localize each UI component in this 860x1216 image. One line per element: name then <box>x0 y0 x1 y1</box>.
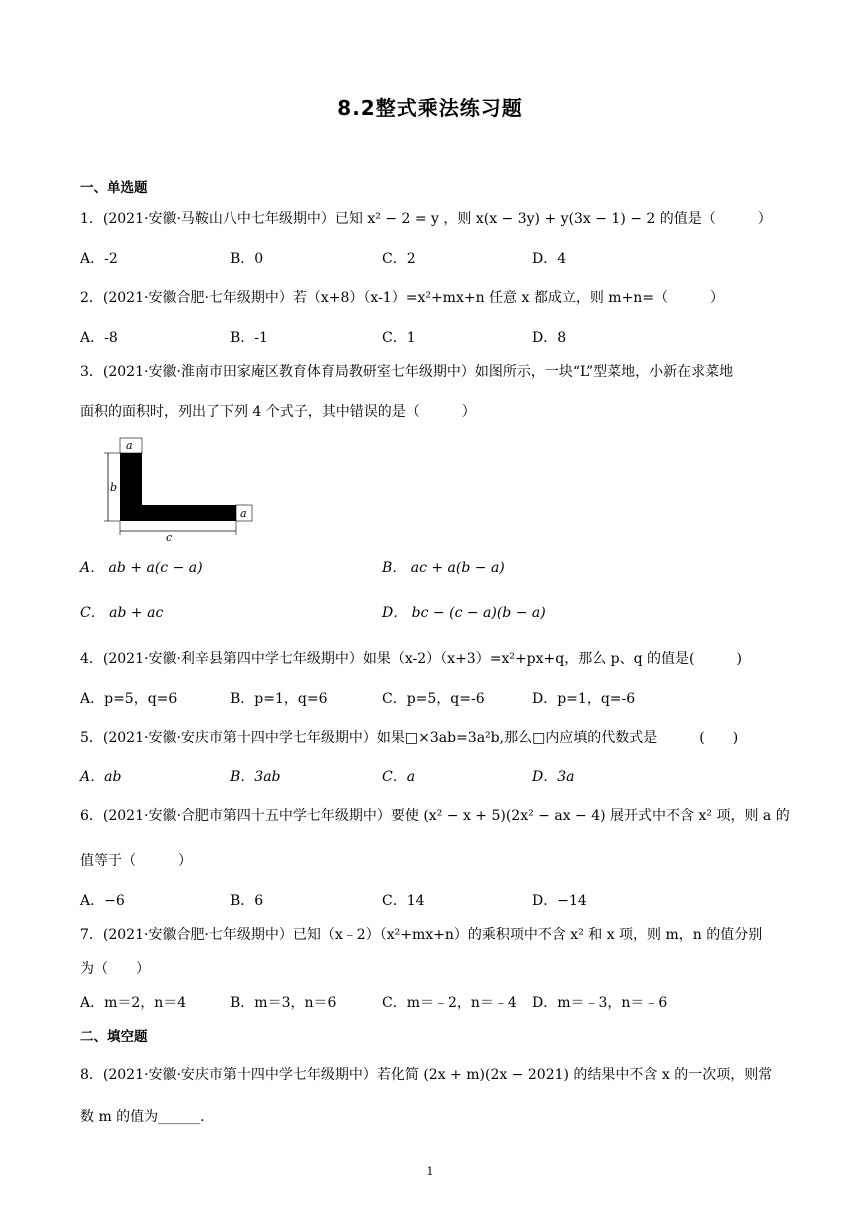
l-shaped-field-figure <box>96 433 256 543</box>
question-3-options-row2 <box>80 602 780 622</box>
question-7-options <box>80 992 780 1012</box>
section-fill-in: 二、填空题 <box>80 1029 148 1045</box>
option-d: D． bc − (c − a)(b − a) <box>382 605 546 621</box>
option-d: D．m＝﹣3，n＝﹣6 <box>532 995 668 1011</box>
option-a: A．ab <box>80 769 122 785</box>
question-6-stem-line2: 值等于（ ） <box>80 853 192 869</box>
question-1-stem: 1．(2021·安徽·马鞍山八中七年级期中）已知 x² − 2 = y ，则 x(x − 3y) + y(3x − 1) − 2 的值是（ ） <box>80 211 772 227</box>
label-b: b <box>110 481 118 494</box>
page-number: 1 <box>426 1165 434 1178</box>
option-a: A．m＝2，n＝4 <box>80 995 187 1011</box>
option-c: C．1 <box>382 330 416 346</box>
option-d: D．3a <box>532 769 575 785</box>
question-2-options <box>80 327 780 347</box>
question-5-stem: 5．(2021·安徽·安庆市第十四中学七年级期中）如果□×3ab=3a²b,那么□内应填的代数式是 ( ) <box>80 730 739 746</box>
question-7-stem-line1: 7．(2021·安徽合肥·七年级期中）已知（x﹣2）（x²+mx+n）的乘积项中不含 x² 和 x 项，则 m，n 的值分别 <box>80 927 763 943</box>
option-b: B．0 <box>230 251 264 267</box>
option-c: C．p=5，q=-6 <box>382 691 485 707</box>
option-b: B．p=1，q=6 <box>230 691 328 707</box>
question-4-options <box>80 688 780 708</box>
option-d: D．8 <box>532 330 567 346</box>
question-4-stem: 4．(2021·安徽·利辛县第四中学七年级期中）如果（x-2）（x+3）=x²+px+q，那么 p、q 的值是( ) <box>80 651 742 667</box>
page-title: 8.2整式乘法练习题 <box>337 96 523 120</box>
option-b: B．m＝3，n＝6 <box>230 995 337 1011</box>
option-c: C．m＝﹣2，n＝﹣4 <box>382 995 517 1011</box>
option-d: D．p=1，q=-6 <box>532 691 636 707</box>
question-6-stem-line1: 6．(2021·安徽·合肥市第四十五中学七年级期中）要使 (x² − x + 5)(2x² − ax − 4) 展开式中不含 x² 项，则 a 的 <box>80 808 790 824</box>
question-6-options <box>80 890 780 910</box>
option-b: B．-1 <box>230 330 268 346</box>
question-1-options <box>80 248 780 268</box>
option-a: A．-8 <box>80 330 118 346</box>
option-b: B． ac + a(b − a) <box>382 560 505 576</box>
option-b: B．3ab <box>230 769 281 785</box>
option-c: C．14 <box>382 893 425 909</box>
question-5-options <box>80 766 780 786</box>
label-a-top: a <box>126 439 133 452</box>
question-8-stem-line1: 8．(2021·安徽·安庆市第十四中学七年级期中）若化简 (2x + m)(2x − 2021) 的结果中不含 x 的一次项，则常 <box>80 1067 773 1083</box>
l-shape <box>120 453 236 521</box>
option-c: C．2 <box>382 251 416 267</box>
option-a: A． ab + a(c − a) <box>80 560 203 576</box>
label-c: c <box>166 531 173 543</box>
option-b: B．6 <box>230 893 264 909</box>
option-a: A．p=5，q=6 <box>80 691 178 707</box>
option-d: D．−14 <box>532 893 587 909</box>
question-8-stem-line2: 数 m 的值为______. <box>80 1109 205 1125</box>
label-a-right: a <box>240 507 247 520</box>
question-3-options-row1 <box>80 557 780 577</box>
question-3-stem-line1: 3．(2021·安徽·淮南市田家庵区教育体育局教研室七年级期中）如图所示，一块“L”型菜地，小新在求菜地 <box>80 364 734 380</box>
option-a: A．-2 <box>80 251 118 267</box>
question-3-stem-line2: 面积的面积时，列出了下列 4 个式子，其中错误的是（ ） <box>80 404 476 420</box>
section-single-choice: 一、单选题 <box>80 180 148 196</box>
question-2-stem: 2．(2021·安徽合肥·七年级期中）若（x+8）（x-1）=x²+mx+n 任意 x 都成立，则 m+n=（ ） <box>80 290 725 306</box>
option-c: C．a <box>382 769 416 785</box>
option-d: D．4 <box>532 251 567 267</box>
question-7-stem-line2: 为（ ） <box>80 961 150 977</box>
option-c: C． ab + ac <box>80 605 164 621</box>
option-a: A．−6 <box>80 893 125 909</box>
